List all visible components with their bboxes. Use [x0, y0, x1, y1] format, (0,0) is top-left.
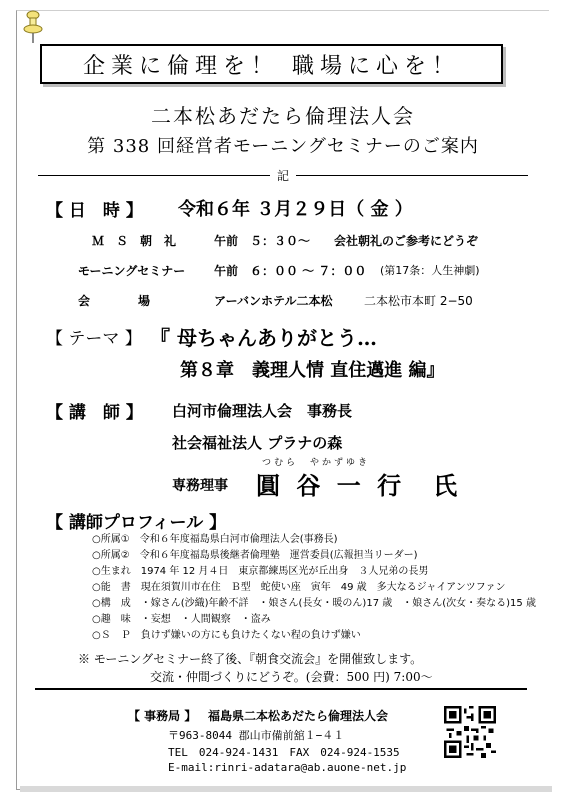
lecturer-name: 圓 谷 一 行 氏	[256, 471, 462, 500]
breakfast-notice-2: 交流・仲間づくりにどうぞ。(会費：500 円) 7:00～	[150, 670, 433, 684]
seminar-title: 第 338 回経営者モーニングセミナーのご案内	[87, 136, 479, 157]
venue-address: 二本松市本町 2−50	[364, 294, 473, 308]
profile-item: ○構 成 ・嫁さん(沙織)年齢不詳 ・娘さん(長女・暖のん)17 歳 ・娘さん(次女・奏なる)15 歳	[92, 598, 536, 609]
push-pin-icon	[22, 10, 44, 44]
ms-morning-note: 会社朝礼のご参考にどうぞ	[334, 234, 479, 248]
venue-name: アーバンホテル二本松	[214, 294, 333, 308]
profile-item: ○能 書 現在須賀川市在住 Ｂ型 蛇使い座 寅年 49 歳 多大なるジャイアンツファン	[92, 582, 506, 593]
office-email: E-mail:rinri-adatara@ab.auone-net.jp	[168, 761, 407, 774]
profile-item: ○生まれ 1974 年 12 月４日 東京都練馬区光が丘出身 ３人兄弟の長男	[92, 566, 429, 577]
ms-morning-time: 午前 ５：３０～	[214, 234, 311, 248]
event-date: 令和６年 ３月２９日（ 金 ）	[178, 199, 413, 220]
office-name: 福島県二本松あだたら倫理法人会	[208, 709, 389, 723]
lecturer-affiliation-1: 白河市倫理法人会 事務長	[172, 402, 353, 420]
schedule-label: 【 日 時 】	[46, 201, 143, 221]
divider-left	[38, 175, 270, 176]
lecturer-affiliation-2: 社会福祉法人 プラナの森	[172, 434, 343, 452]
theme-line-1: 『 母ちゃんありがとう…	[150, 326, 377, 350]
organization-title: 二本松あだたら倫理法人会	[151, 104, 415, 128]
qr-code-icon[interactable]	[444, 706, 496, 758]
ms-morning-label: Ｍ Ｓ 朝 礼	[92, 234, 177, 248]
theme-line-2: 第８章 義理人情 直住邁進 編』	[180, 360, 445, 381]
seminar-time-label: モーニングセミナー	[78, 264, 186, 278]
office-phone-fax: TEL 024-924-1431 FAX 024-924-1535	[168, 746, 400, 759]
slogan-banner: 企業に倫理を！ 職場に心を！	[40, 44, 503, 84]
breakfast-notice-1: ※ モーニングセミナー終了後、『朝食交流会』を開催致します。	[78, 652, 423, 666]
office-address: 〒963-8044 郡山市備前舘１−４１	[168, 729, 345, 742]
divider-right	[296, 175, 528, 176]
lecturer-name-ruby: つむら やかずゆき	[262, 458, 371, 468]
profile-item: ○所属① 令和６年度福島県白河市倫理法人会(事務長)	[92, 534, 338, 545]
profile-item: ○Ｓ Ｐ 負けず嫌いの方にも負けたくない程の負けず嫌い	[92, 630, 361, 641]
profile-item: ○所属② 令和６年度福島県後継者倫理塾 運営委員(広報担当リーダー)	[92, 550, 418, 561]
seminar-chapter-note: (第17条：人生神劇)	[380, 264, 480, 277]
seminar-time: 午前 ６：００ ～ ７：００	[214, 264, 367, 278]
lecturer-title: 専務理事	[172, 478, 228, 494]
footer-divider	[35, 688, 527, 690]
profile-item: ○趣 味 ・妄想 ・人間観察 ・盗み	[92, 614, 271, 625]
ki-mark: 記	[276, 169, 289, 183]
page-shadow	[20, 786, 552, 792]
theme-label: 【 テーマ 】	[46, 329, 142, 349]
lecturer-label: 【 講 師 】	[46, 403, 143, 423]
office-label: 【 事務局 】	[128, 709, 197, 723]
venue-label: 会 場	[78, 294, 151, 308]
profile-label: 【 講師プロフィール 】	[46, 513, 227, 533]
